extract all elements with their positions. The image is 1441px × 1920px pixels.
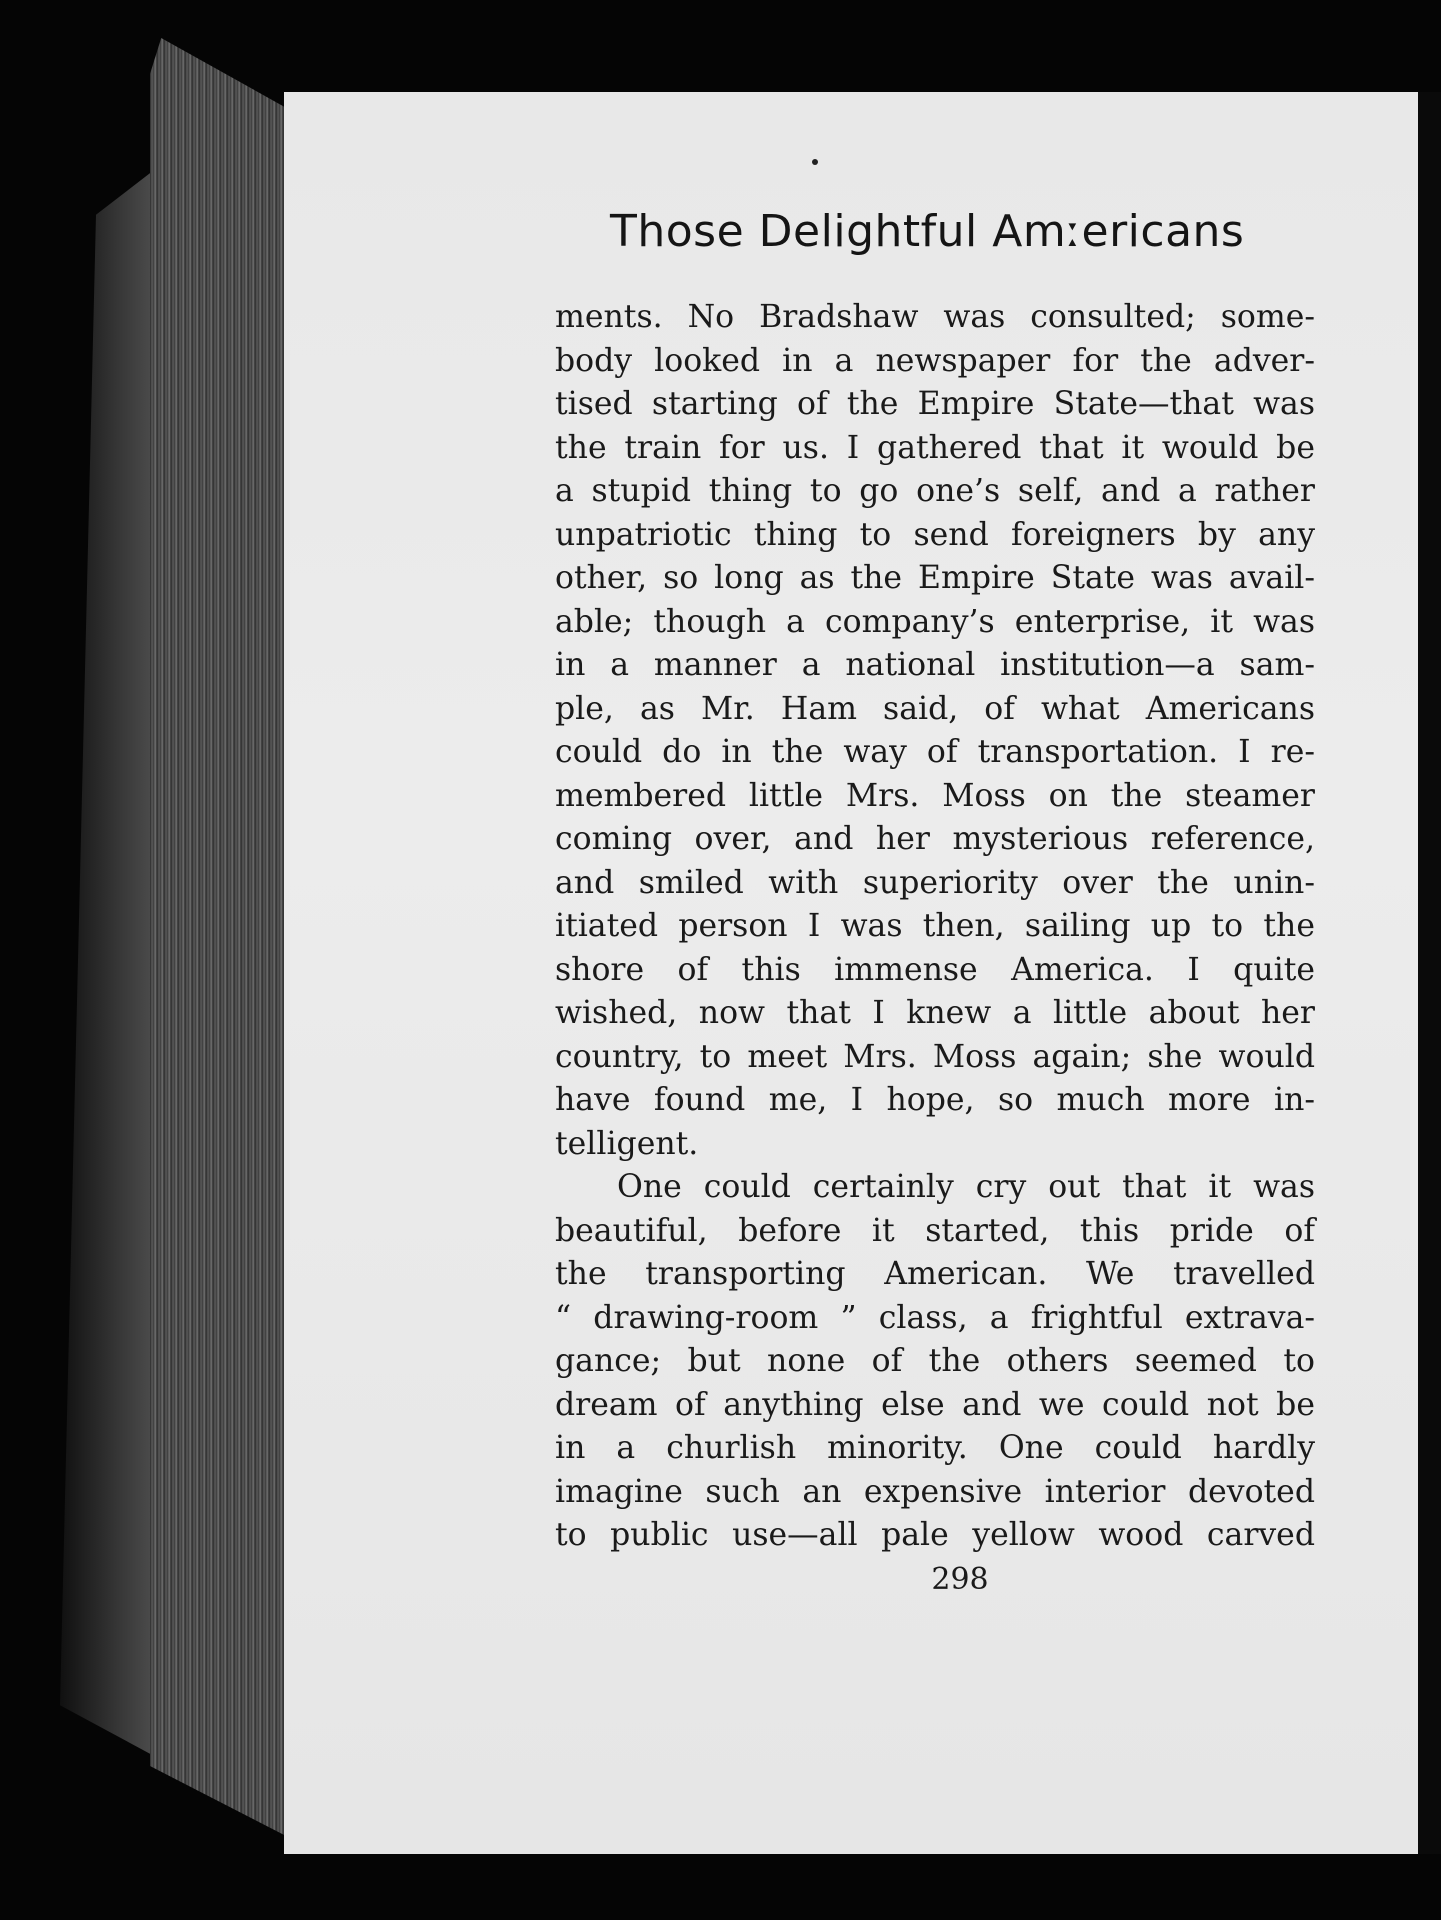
text-line: able; though a company’s enterprise, it was: [555, 603, 1315, 640]
text-line: gance; but none of the others seemed to: [555, 1343, 1315, 1379]
text-line: a stupid thing to go one’s self, and a rather: [555, 473, 1315, 509]
text-line: unpatriotic thing to send foreigners by any: [555, 516, 1315, 553]
book-fore-edge: [150, 38, 290, 1838]
text-line: beautiful, before it started, this pride of: [555, 1212, 1315, 1249]
text-line: ments. No Bradshaw was consulted; some-: [555, 299, 1315, 335]
text-line: other, so long as the Empire State was avail-: [555, 560, 1315, 596]
text-line: and smiled with superiority over the unin-: [555, 864, 1315, 901]
text-line: body looked in a newspaper for the adver-: [555, 342, 1315, 379]
text-line: country, to meet Mrs. Moss again; she would: [555, 1038, 1315, 1075]
text-line: shore of this immense America. I quite: [555, 951, 1315, 988]
text-line: ple, as Mr. Ham said, of what Americans: [555, 690, 1315, 727]
text-line: One could certainly cry out that it was: [617, 1169, 1315, 1205]
text-line: the transporting American. We travelled: [555, 1256, 1315, 1292]
scan-speck: [812, 159, 818, 165]
text-line: the train for us. I gathered that it would be: [555, 429, 1315, 466]
text-line: dream of anything else and we could not be: [555, 1386, 1315, 1423]
page-number: 298: [931, 1562, 989, 1597]
text-line: have found me, I hope, so much more in-: [555, 1082, 1315, 1118]
text-line: imagine such an expensive interior devoted: [555, 1473, 1315, 1510]
text-line: “ drawing-room ” class, a frightful extrava-: [555, 1299, 1315, 1336]
running-head: Those Delightful Amːericans: [610, 206, 1245, 257]
body-text: [555, 296, 1315, 1558]
text-line: itiated person I was then, sailing up to the: [555, 908, 1315, 944]
text-line: membered little Mrs. Moss on the steamer: [555, 777, 1315, 814]
text-line: telligent.: [555, 1125, 699, 1162]
text-line: in a churlish minority. One could hardly: [555, 1430, 1315, 1466]
text-line: could do in the way of transportation. I re-: [555, 734, 1315, 770]
text-line: in a manner a national institution—a sam-: [555, 647, 1315, 683]
text-line: tised starting of the Empire State—that was: [555, 386, 1315, 422]
text-line: wished, now that I knew a little about her: [555, 995, 1315, 1031]
page-right-edge: [1418, 92, 1441, 1854]
text-line: coming over, and her mysterious reference,: [555, 821, 1315, 857]
text-line: to public use—all pale yellow wood carved: [555, 1517, 1315, 1553]
